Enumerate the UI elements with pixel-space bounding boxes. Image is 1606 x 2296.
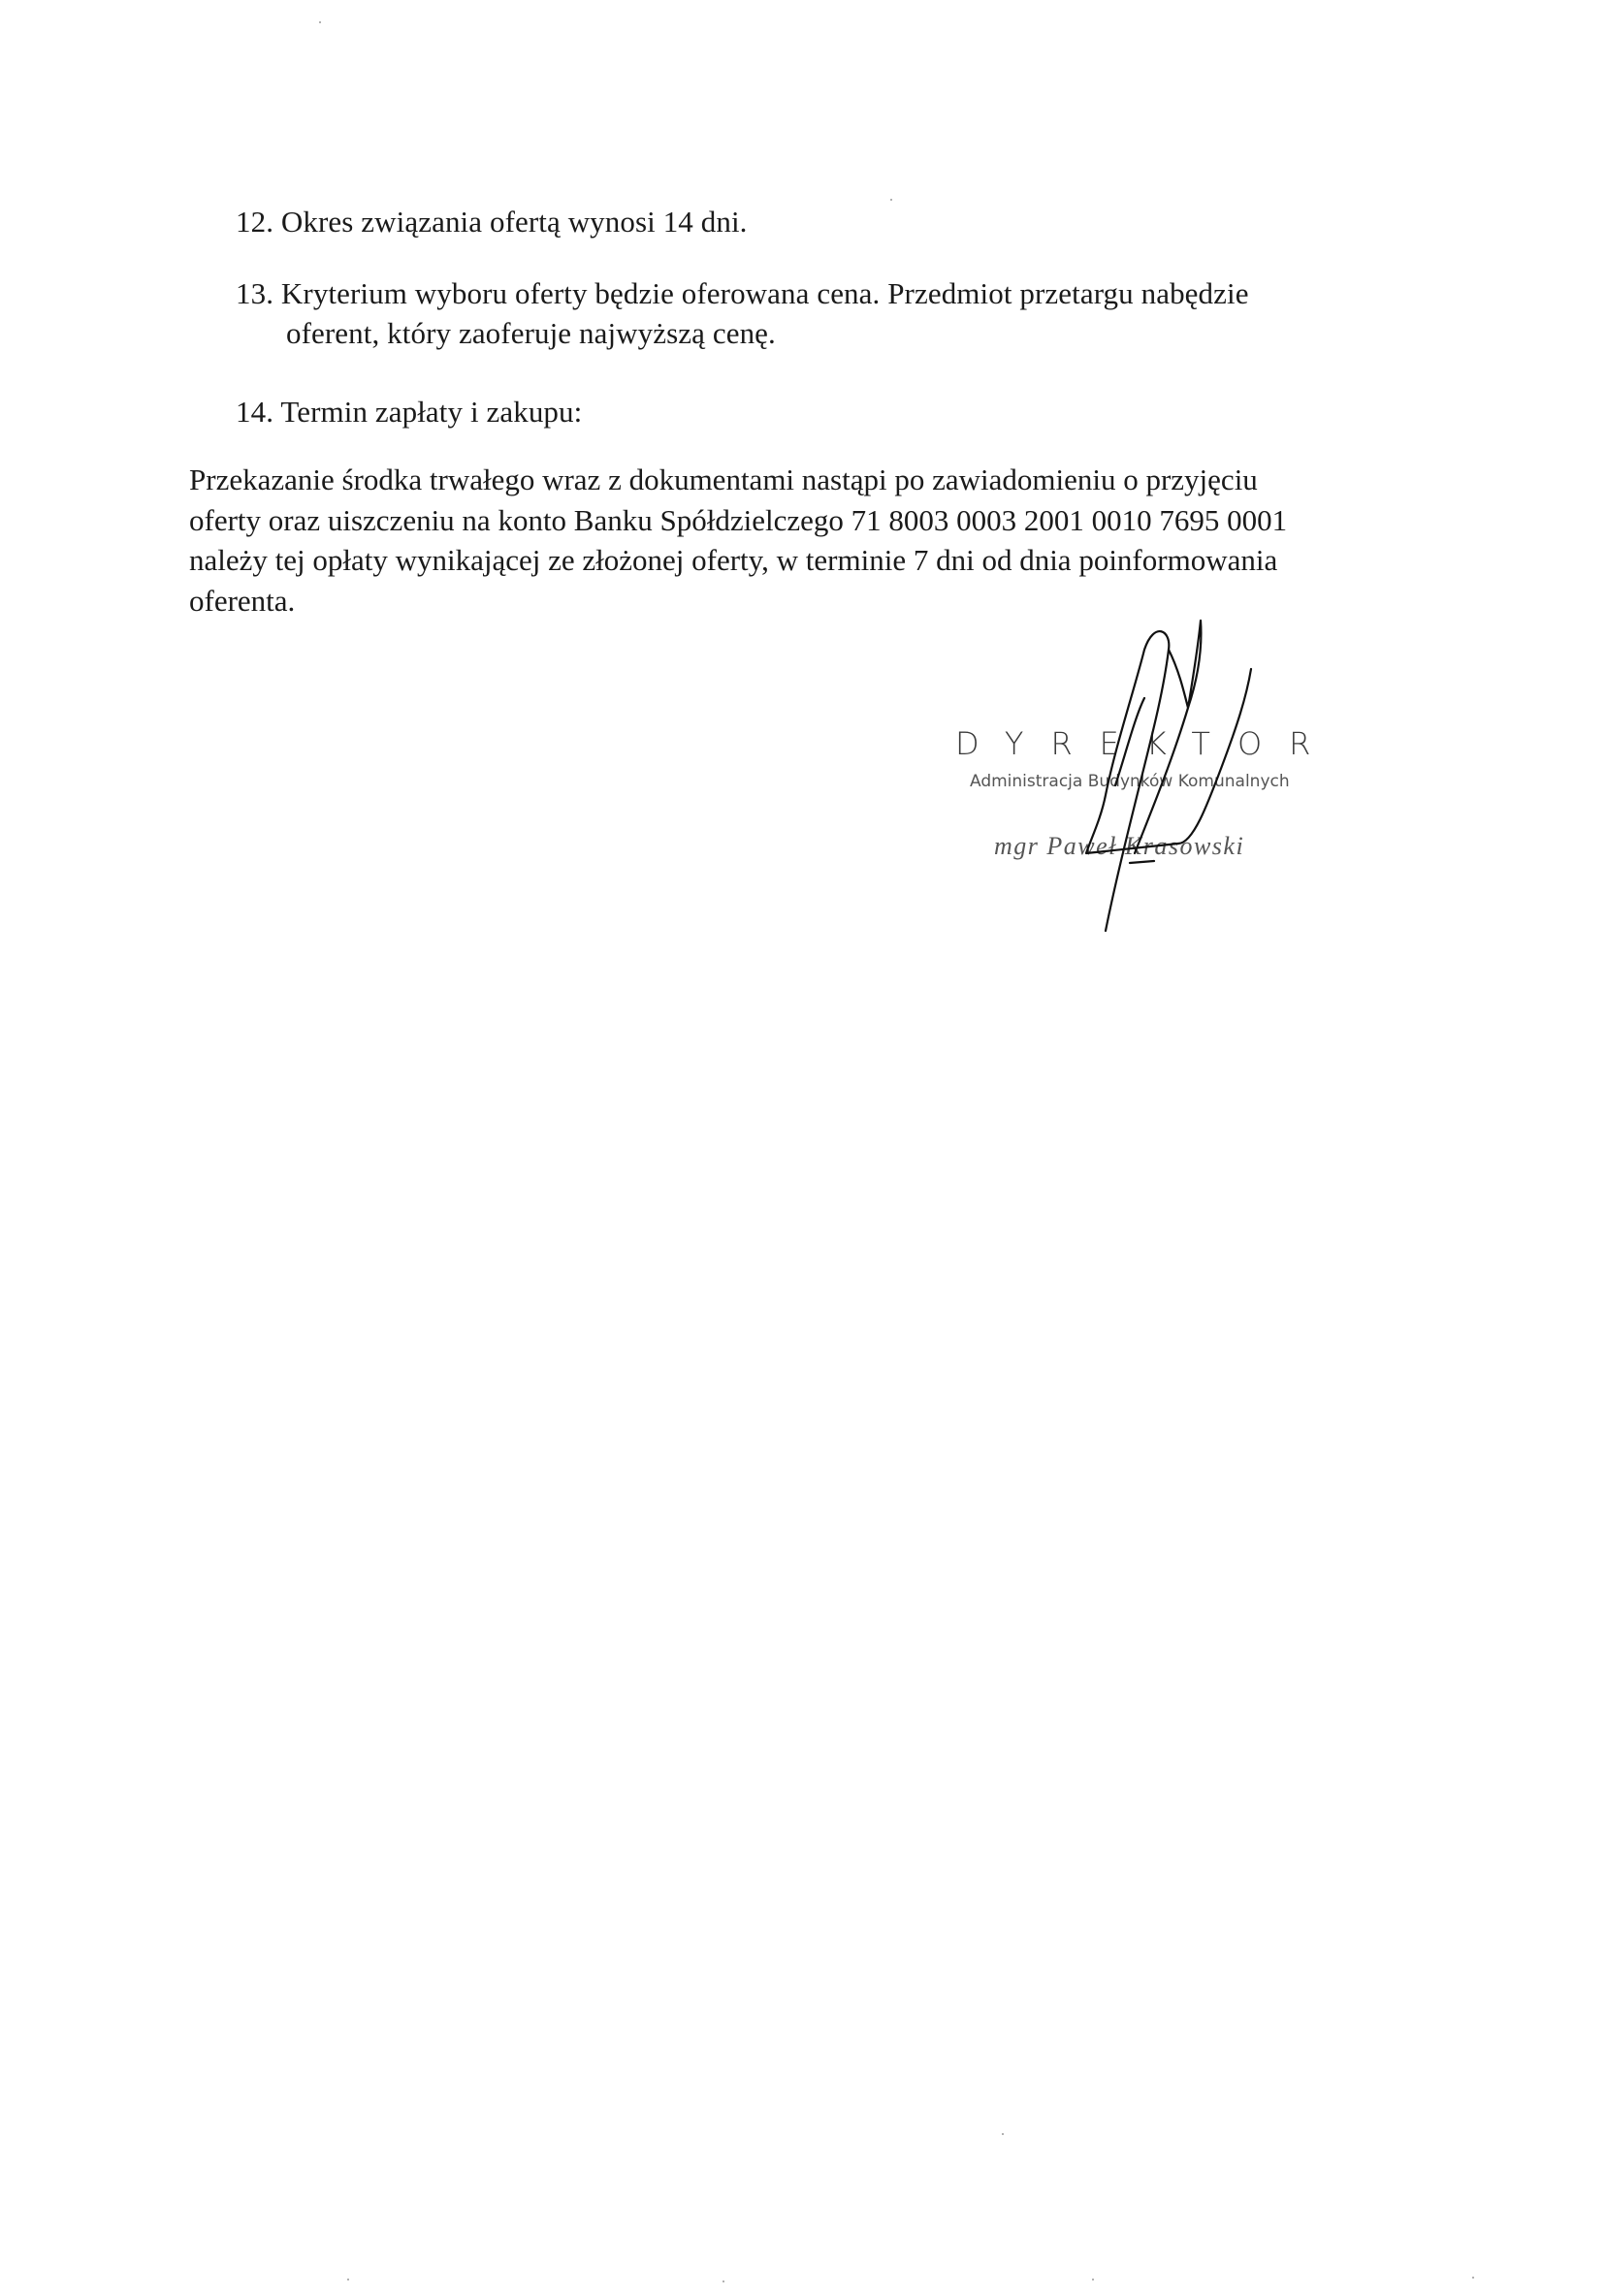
scan-dot [319,21,321,23]
item-number: 13. [236,276,274,310]
scan-dot [1092,2279,1094,2280]
scan-dot [890,199,892,201]
payment-paragraph [189,460,1372,621]
paragraph-line: oferenta. [189,583,296,618]
item-text-continuation: oferent, który zaoferuje najwyższą cenę. [286,316,776,350]
item-text: Termin zapłaty i zakupu: [280,395,583,429]
stamp-name: mgr Paweł Krasowski [994,832,1245,860]
list-item-12 [236,202,748,241]
stamp-title: DYREKTOR [955,725,1338,762]
paragraph-line: należy tej opłaty wynikającej ze złożonej oferty, w terminie 7 dni od dnia poinformowania [189,543,1278,577]
scan-dot [347,2279,349,2280]
item-number: 12. [236,205,274,239]
scan-dot [723,2280,724,2282]
list-item-14 [236,392,582,431]
scan-dot [1472,2277,1474,2279]
item-number: 14. [236,395,274,429]
item-text: Kryterium wyboru oferty będzie oferowana cena. Przedmiot przetargu nabędzie [280,276,1249,310]
signature-icon [1009,611,1280,960]
item-text: Okres związania ofertą wynosi 14 dni. [280,205,748,239]
scan-dot [1002,2133,1004,2135]
paragraph-line: Przekazanie środka trwałego wraz z dokumentami nastąpi po zawiadomieniu o przyjęciu [189,462,1258,496]
paragraph-line: oferty oraz uiszczeniu na konto Banku Spółdzielczego 71 8003 0003 2001 0010 7695 0001 [189,502,1288,537]
list-item-13 [236,273,1351,353]
stamp-organization: Administracja Budynków Komunalnych [970,772,1290,791]
